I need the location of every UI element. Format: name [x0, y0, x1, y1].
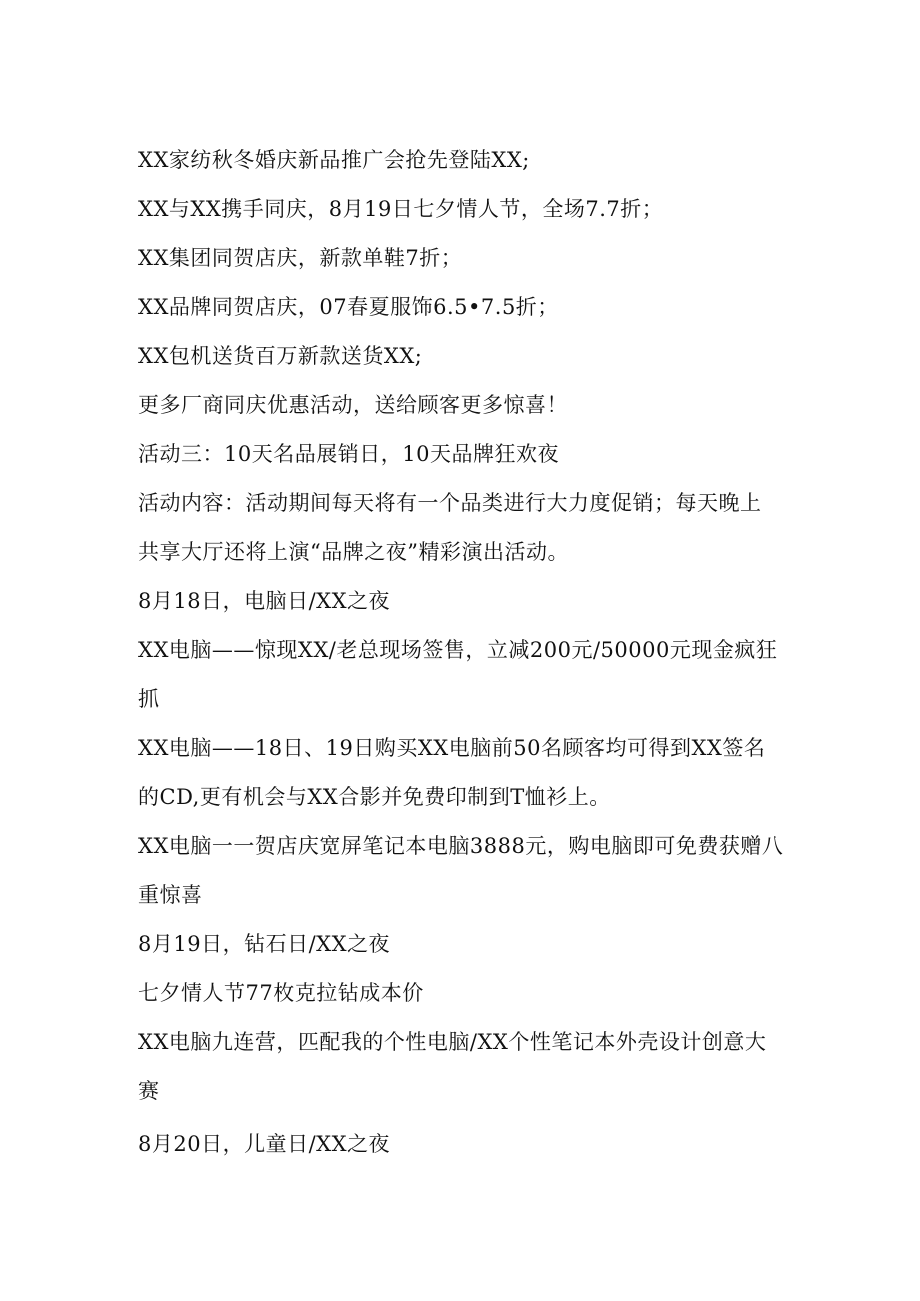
text-line: 七夕情人节77枚克拉钻成本价: [138, 981, 424, 1005]
text-line: XX电脑一一贺店庆宽屏笔记本电脑3888元，购电脑即可免费获赠八: [138, 834, 784, 858]
date-heading: 8月20日，儿童日/XX之夜: [138, 1132, 391, 1156]
date-heading: 8月19日，钻石日/XX之夜: [138, 932, 391, 956]
document-body: [138, 136, 798, 1169]
text-line: 活动内容：活动期间每天将有一个品类进行大力度促销；每天晚上: [138, 491, 762, 515]
text-line: XX电脑——惊现XX/老总现场签售，立减200元/50000元现金疯狂: [138, 638, 778, 662]
text-line: 的CD,更有机会与XX合影并免费印制到T恤衫上。: [138, 785, 611, 809]
text-line: XX电脑九连营，匹配我的个性电脑/XX个性笔记本外壳设计创意大: [138, 1030, 767, 1054]
text-line: 更多厂商同庆优惠活动，送给顾客更多惊喜！: [138, 393, 568, 417]
text-line: XX与XX携手同庆，8月19日七夕情人节，全场7.7折；: [138, 197, 664, 221]
date-heading: 8月18日，电脑日/XX之夜: [138, 589, 391, 613]
text-line: XX家纺秋冬婚庆新品推广会抢先登陆XX;: [138, 148, 530, 172]
section-heading: 活动三：10天名品展销日，10天品牌狂欢夜: [138, 442, 559, 466]
text-line: 重惊喜: [138, 883, 203, 907]
text-line: 共享大厅还将上演“品牌之夜”精彩演出活动。: [138, 540, 569, 564]
text-line: XX集团同贺店庆，新款单鞋7折；: [138, 246, 463, 270]
text-line: XX电脑——18日、19日购买XX电脑前50名顾客均可得到XX签名: [138, 736, 766, 760]
text-line: 抓: [138, 687, 160, 711]
text-line: XX品牌同贺店庆，07春夏服饰6.5•7.5折；: [138, 295, 559, 319]
text-line: 赛: [138, 1079, 160, 1103]
text-line: XX包机送货百万新款送货XX;: [138, 344, 423, 368]
